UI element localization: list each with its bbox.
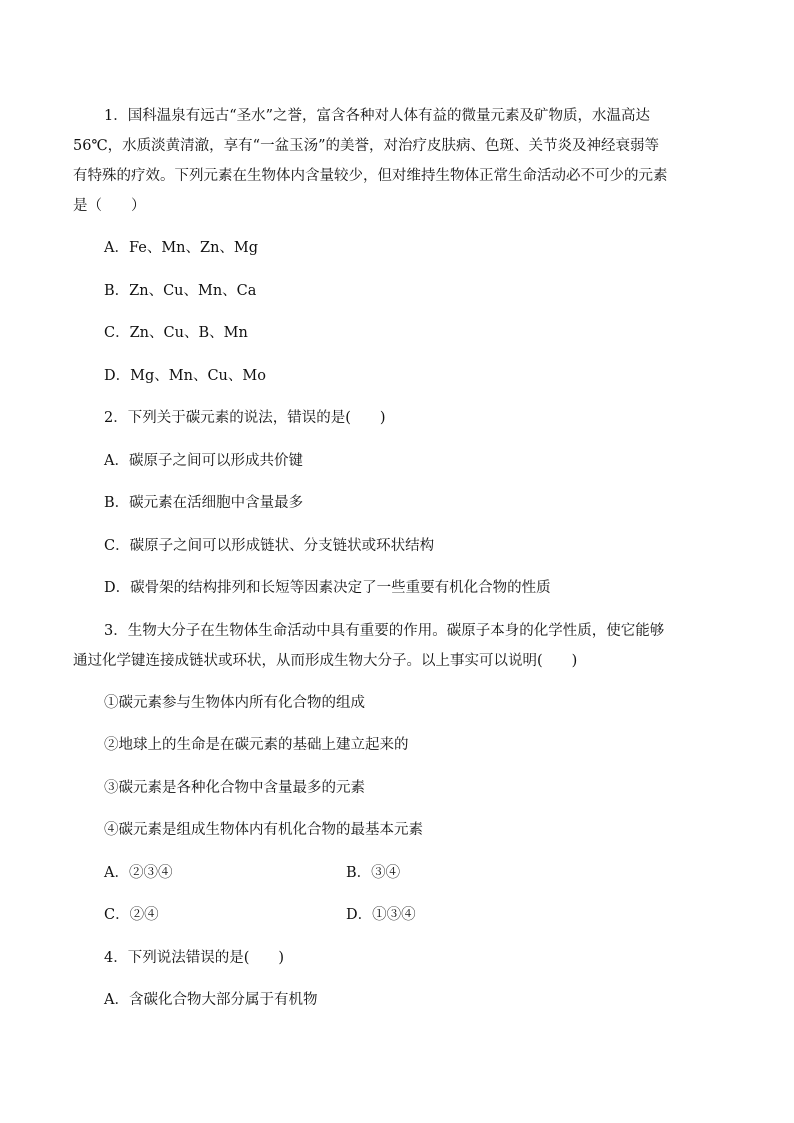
q4-option-a: A．含碳化合物大部分属于有机物 [104, 992, 318, 1008]
q3-option-a: A．②③④ [104, 865, 173, 881]
q3-stem-line: 通过化学键连接成链状或环状，从而形成生物大分子。以上事实可以说明( ) [73, 653, 578, 669]
q2-option-b: B．碳元素在活细胞中含量最多 [104, 495, 304, 511]
q2-option-c: C．碳原子之间可以形成链状、分支链状或环状结构 [104, 538, 435, 554]
q1-stem-line: 1．国科温泉有远古“圣水”之誉，富含各种对人体有益的微量元素及矿物质，水温高达 [104, 108, 651, 124]
q3-statement-2: ②地球上的生命是在碳元素的基础上建立起来的 [104, 737, 409, 753]
q1-option-c: C．Zn、Cu、B、Mn [104, 325, 248, 341]
q1-option-a: A．Fe、Mn、Zn、Mg [104, 240, 259, 256]
q1-stem-line: 有特殊的疗效。下列元素在生物体内含量较少，但对维持生物体正常生命活动必不可少的元素 [73, 168, 668, 184]
q3-option-d: D．①③④ [346, 907, 416, 923]
q1-stem-line: 56℃，水质淡黄清澈，享有“一盆玉汤”的美誉，对治疗皮肤病、色斑、关节炎及神经衰弱等 [73, 138, 659, 154]
q3-option-c: C．②④ [104, 907, 159, 923]
q2-option-a: A．碳原子之间可以形成共价键 [104, 453, 303, 469]
q1-option-b: B．Zn、Cu、Mn、Ca [104, 283, 257, 299]
q2-option-d: D．碳骨架的结构排列和长短等因素决定了一些重要有机化合物的性质 [104, 580, 551, 596]
q4-stem-line: 4．下列说法错误的是( ) [104, 950, 285, 966]
q3-statement-4: ④碳元素是组成生物体内有机化合物的最基本元素 [104, 822, 423, 838]
q3-stem-line: 3．生物大分子在生物体生命活动中具有重要的作用。碳原子本身的化学性质，使它能够 [104, 623, 665, 639]
q1-stem-line: 是（ ） [73, 198, 146, 214]
q2-stem-line: 2．下列关于碳元素的说法，错误的是( ) [104, 410, 386, 426]
q3-option-b: B．③④ [346, 865, 401, 881]
q1-option-d: D．Mg、Mn、Cu、Mo [104, 368, 266, 384]
q3-statement-3: ③碳元素是各种化合物中含量最多的元素 [104, 780, 365, 796]
q3-statement-1: ①碳元素参与生物体内所有化合物的组成 [104, 695, 365, 711]
